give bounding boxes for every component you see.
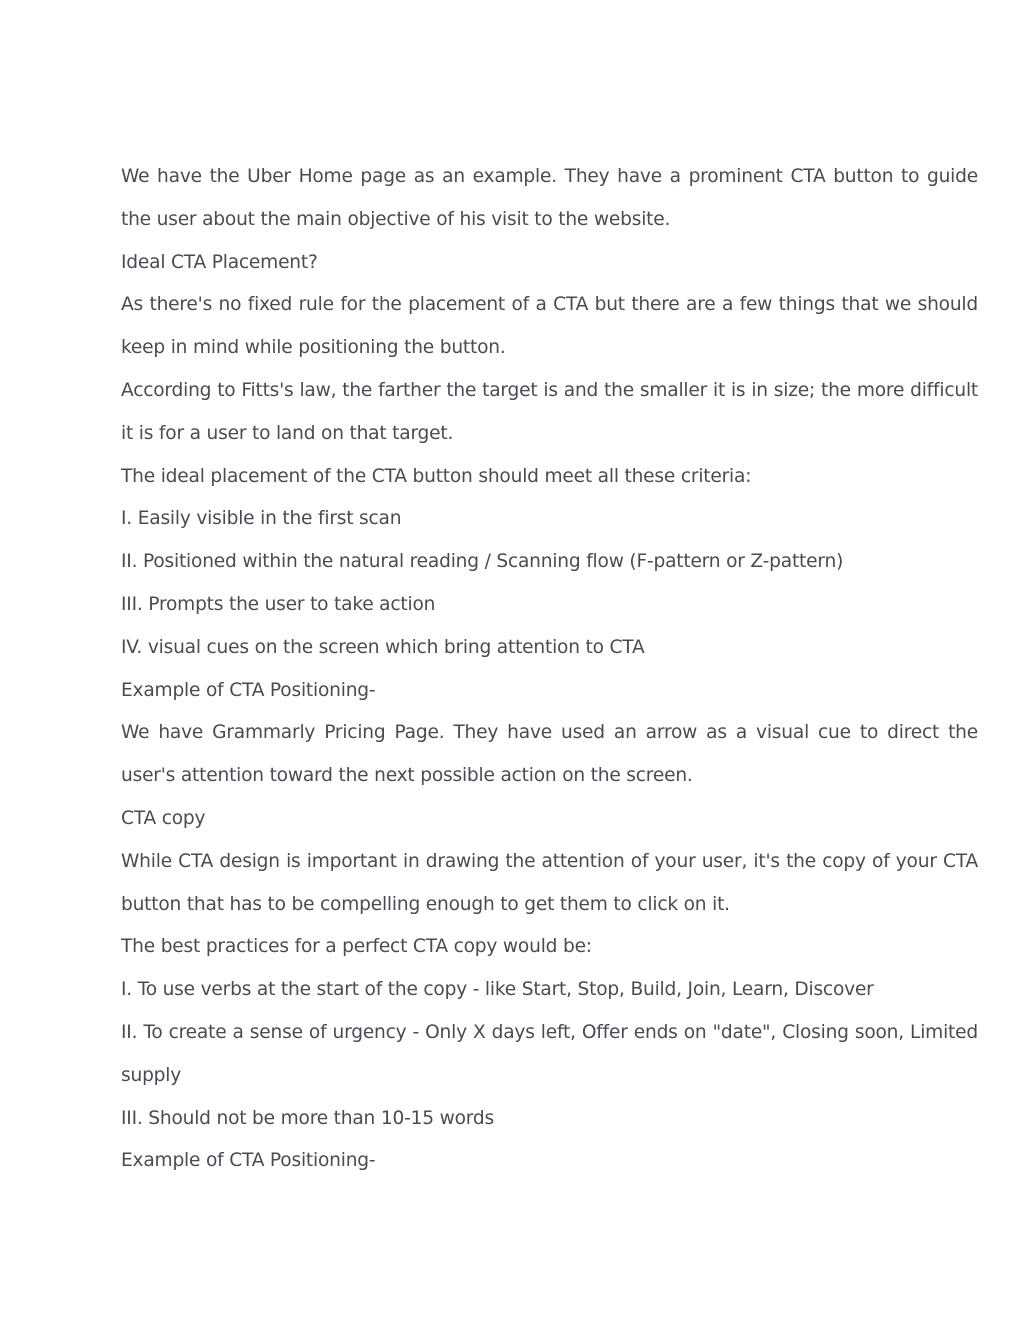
list-item-criteria-2: II. Positioned within the natural reading / Scanning flow (F-pattern or Z-pattern) [121, 551, 844, 573]
paragraph-placement-criteria: The ideal placement of the CTA button should meet all these criteria: [121, 465, 752, 487]
heading-example-positioning-1: Example of CTA Positioning- [121, 679, 376, 701]
document-body [121, 156, 978, 1183]
paragraph-no-fixed-rule: As there's no fixed rule for the placement of a CTA but there are a few things that we should keep in mind while positioning the button. [121, 294, 978, 359]
paragraph-grammarly-example: We have Grammarly Pricing Page. They have used an arrow as a visual cue to direct the user's attention toward the next possible action on the screen. [121, 722, 978, 787]
paragraph-fitts-law: According to Fitts's law, the farther the target is and the smaller it is in size; the more difficult it is for a user to land on that target. [121, 379, 978, 444]
paragraph-best-practices: The best practices for a perfect CTA copy would be: [121, 936, 592, 958]
heading-cta-copy: CTA copy [121, 807, 206, 829]
paragraph-uber-example: We have the Uber Home page as an example. They have a prominent CTA button to guide the user about the main objective of his visit to the website. [121, 166, 978, 230]
list-item-criteria-3: III. Prompts the user to take action [121, 593, 436, 615]
list-item-practice-1: I. To use verbs at the start of the copy - like Start, Stop, Build, Join, Learn, Discover [121, 979, 874, 1001]
paragraph-cta-copy-importance: While CTA design is important in drawing the attention of your user, it's the copy of your CTA button that has to be compelling enough to get them to click on it. [121, 850, 978, 915]
list-item-practice-3: III. Should not be more than 10-15 words [121, 1107, 494, 1129]
list-item-practice-2: II. To create a sense of urgency - Only X days left, Offer ends on "date", Closing soon, Limited supply [121, 1021, 978, 1086]
list-item-criteria-1: I. Easily visible in the first scan [121, 508, 402, 530]
heading-example-positioning-2: Example of CTA Positioning- [121, 1150, 376, 1172]
list-item-criteria-4: IV. visual cues on the screen which bring attention to CTA [121, 636, 645, 658]
heading-ideal-cta-placement: Ideal CTA Placement? [121, 251, 318, 273]
